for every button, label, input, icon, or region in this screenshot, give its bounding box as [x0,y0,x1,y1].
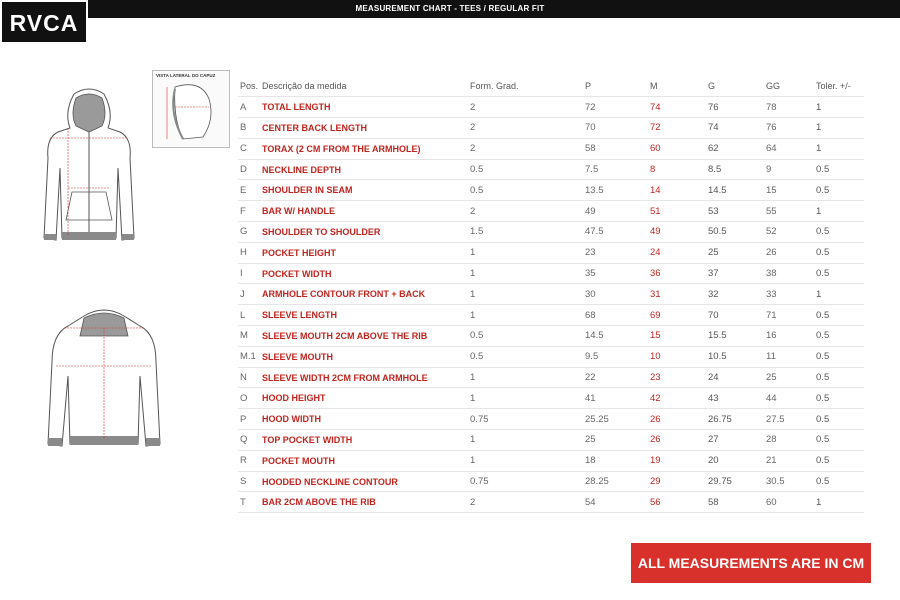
row-size-g: 58 [706,492,764,513]
row-tolerance: 0.5 [814,159,864,180]
row-size-p: 54 [583,492,648,513]
row-desc: ARMHOLE CONTOUR FRONT + BACK [260,284,468,305]
row-size-gg: 27.5 [764,409,814,430]
row-grade: 1 [468,284,583,305]
row-size-g: 62 [706,138,764,159]
row-size-p: 25.25 [583,409,648,430]
row-tolerance: 0.5 [814,388,864,409]
row-grade: 0.75 [468,409,583,430]
header-size-g: G [706,76,764,97]
row-size-p: 14.5 [583,326,648,347]
row-pos: G [238,222,260,243]
row-size-p: 49 [583,201,648,222]
row-size-gg: 71 [764,305,814,326]
row-size-gg: 25 [764,367,814,388]
row-desc: SLEEVE WIDTH 2CM FROM ARMHOLE [260,367,468,388]
table-row [238,222,864,243]
table-row [238,492,864,513]
row-size-m: 8 [648,159,706,180]
table-row [238,388,864,409]
row-size-m: 31 [648,284,706,305]
row-size-m: 19 [648,450,706,471]
measurement-table [238,76,864,513]
row-tolerance: 0.5 [814,180,864,201]
row-tolerance: 0.5 [814,263,864,284]
row-size-p: 13.5 [583,180,648,201]
hoodie-front-illustration [38,88,140,260]
row-size-gg: 26 [764,242,814,263]
row-desc: BAR W/ HANDLE [260,201,468,222]
hoodie-back-illustration [44,306,164,474]
row-desc: POCKET MOUTH [260,450,468,471]
row-size-gg: 11 [764,346,814,367]
row-desc: CENTER BACK LENGTH [260,118,468,139]
row-size-gg: 9 [764,159,814,180]
row-size-m: 26 [648,430,706,451]
row-grade: 1 [468,388,583,409]
row-size-p: 25 [583,430,648,451]
row-grade: 0.5 [468,159,583,180]
row-size-gg: 44 [764,388,814,409]
row-desc: SLEEVE MOUTH 2CM ABOVE THE RIB [260,326,468,347]
row-grade: 1 [468,430,583,451]
row-pos: M.1 [238,346,260,367]
row-size-g: 74 [706,118,764,139]
row-desc: BAR 2CM ABOVE THE RIB [260,492,468,513]
table-header-row [238,76,864,97]
row-size-p: 23 [583,242,648,263]
table-row [238,305,864,326]
brand-logo: RVCA [0,0,88,44]
row-desc: TORAX (2 CM FROM THE ARMHOLE) [260,138,468,159]
header-size-p: P [583,76,648,97]
row-tolerance: 1 [814,492,864,513]
row-pos: F [238,201,260,222]
row-grade: 1 [468,450,583,471]
row-size-m: 74 [648,97,706,118]
row-size-m: 56 [648,492,706,513]
row-size-gg: 16 [764,326,814,347]
header-tolerance: Toler. +/- [814,76,864,97]
row-pos: P [238,409,260,430]
row-grade: 2 [468,201,583,222]
row-size-g: 20 [706,450,764,471]
row-grade: 2 [468,118,583,139]
row-size-g: 14.5 [706,180,764,201]
table-row [238,138,864,159]
row-size-p: 7.5 [583,159,648,180]
row-tolerance: 1 [814,97,864,118]
row-desc: POCKET HEIGHT [260,242,468,263]
row-pos: S [238,471,260,492]
table-row [238,242,864,263]
row-size-p: 22 [583,367,648,388]
row-tolerance: 0.5 [814,242,864,263]
row-pos: R [238,450,260,471]
row-size-g: 70 [706,305,764,326]
row-pos: I [238,263,260,284]
table-row [238,118,864,139]
row-pos: A [238,97,260,118]
row-grade: 1 [468,242,583,263]
row-grade: 0.5 [468,346,583,367]
row-size-p: 9.5 [583,346,648,367]
row-grade: 0.75 [468,471,583,492]
row-desc: HOOD HEIGHT [260,388,468,409]
row-size-g: 27 [706,430,764,451]
row-size-gg: 60 [764,492,814,513]
row-size-g: 76 [706,97,764,118]
row-pos: D [238,159,260,180]
table-row [238,367,864,388]
row-desc: SLEEVE MOUTH [260,346,468,367]
row-size-m: 51 [648,201,706,222]
row-desc: SHOULDER IN SEAM [260,180,468,201]
row-pos: J [238,284,260,305]
table-row [238,450,864,471]
table-row [238,430,864,451]
table-row [238,201,864,222]
hood-side-drawing [153,79,229,149]
row-size-p: 18 [583,450,648,471]
row-size-gg: 76 [764,118,814,139]
row-size-p: 47.5 [583,222,648,243]
row-size-p: 58 [583,138,648,159]
row-pos: O [238,388,260,409]
row-grade: 2 [468,492,583,513]
row-tolerance: 0.5 [814,409,864,430]
row-size-g: 10.5 [706,346,764,367]
row-pos: T [238,492,260,513]
table-row [238,159,864,180]
row-size-g: 8.5 [706,159,764,180]
row-pos: N [238,367,260,388]
row-desc: TOTAL LENGTH [260,97,468,118]
row-size-m: 69 [648,305,706,326]
row-size-gg: 21 [764,450,814,471]
row-size-p: 30 [583,284,648,305]
row-size-p: 28.25 [583,471,648,492]
row-size-gg: 28 [764,430,814,451]
row-size-m: 26 [648,409,706,430]
row-desc: SLEEVE LENGTH [260,305,468,326]
row-tolerance: 1 [814,118,864,139]
table-row [238,471,864,492]
header-desc: Descrição da medida [260,76,468,97]
row-desc: SHOULDER TO SHOULDER [260,222,468,243]
row-desc: HOOD WIDTH [260,409,468,430]
row-pos: Q [238,430,260,451]
row-pos: C [238,138,260,159]
row-size-gg: 55 [764,201,814,222]
row-size-gg: 78 [764,97,814,118]
row-tolerance: 0.5 [814,430,864,451]
row-size-m: 14 [648,180,706,201]
row-grade: 1 [468,367,583,388]
row-grade: 2 [468,97,583,118]
measurements-unit-note: ALL MEASUREMENTS ARE IN CM [631,543,871,583]
row-pos: E [238,180,260,201]
row-desc: NECKLINE DEPTH [260,159,468,180]
row-pos: L [238,305,260,326]
row-size-g: 26.75 [706,409,764,430]
row-tolerance: 0.5 [814,326,864,347]
hood-side-view [152,70,230,148]
row-size-m: 72 [648,118,706,139]
row-size-p: 35 [583,263,648,284]
row-size-g: 50.5 [706,222,764,243]
table-row [238,409,864,430]
row-desc: TOP POCKET WIDTH [260,430,468,451]
header-bar [0,0,900,18]
row-size-m: 36 [648,263,706,284]
row-size-m: 49 [648,222,706,243]
row-tolerance: 0.5 [814,367,864,388]
table-row [238,263,864,284]
row-size-gg: 15 [764,180,814,201]
row-grade: 1 [468,305,583,326]
row-tolerance: 0.5 [814,222,864,243]
row-tolerance: 0.5 [814,305,864,326]
chart-title: MEASUREMENT CHART - TEES / REGULAR FIT [355,4,545,13]
row-grade: 0.5 [468,326,583,347]
row-size-p: 68 [583,305,648,326]
row-size-g: 53 [706,201,764,222]
row-size-g: 15.5 [706,326,764,347]
table-row [238,326,864,347]
header-size-m: M [648,76,706,97]
row-grade: 0.5 [468,180,583,201]
row-size-gg: 38 [764,263,814,284]
row-size-m: 24 [648,242,706,263]
header-grade: Form. Grad. [468,76,583,97]
row-size-m: 42 [648,388,706,409]
row-desc: POCKET WIDTH [260,263,468,284]
row-size-m: 60 [648,138,706,159]
row-size-p: 41 [583,388,648,409]
row-size-g: 25 [706,242,764,263]
row-tolerance: 0.5 [814,450,864,471]
row-size-g: 32 [706,284,764,305]
row-desc: HOODED NECKLINE CONTOUR [260,471,468,492]
table-row [238,346,864,367]
row-size-m: 23 [648,367,706,388]
row-grade: 1.5 [468,222,583,243]
row-size-m: 10 [648,346,706,367]
row-size-gg: 30.5 [764,471,814,492]
row-size-m: 29 [648,471,706,492]
table-row [238,284,864,305]
row-size-gg: 33 [764,284,814,305]
row-size-g: 43 [706,388,764,409]
row-size-m: 15 [648,326,706,347]
row-tolerance: 0.5 [814,346,864,367]
row-size-p: 70 [583,118,648,139]
header-pos: Pos. [238,76,260,97]
row-grade: 2 [468,138,583,159]
row-tolerance: 1 [814,201,864,222]
row-size-p: 72 [583,97,648,118]
row-size-g: 24 [706,367,764,388]
row-grade: 1 [468,263,583,284]
row-size-g: 29.75 [706,471,764,492]
row-tolerance: 1 [814,284,864,305]
row-tolerance: 0.5 [814,471,864,492]
row-size-gg: 64 [764,138,814,159]
header-size-gg: GG [764,76,814,97]
row-size-g: 37 [706,263,764,284]
table-row [238,97,864,118]
row-tolerance: 1 [814,138,864,159]
row-size-gg: 52 [764,222,814,243]
row-pos: B [238,118,260,139]
hood-side-view-caption: VISTA LATERAL DO CAPUZ [156,73,216,78]
table-row [238,180,864,201]
row-pos: H [238,242,260,263]
row-pos: M [238,326,260,347]
